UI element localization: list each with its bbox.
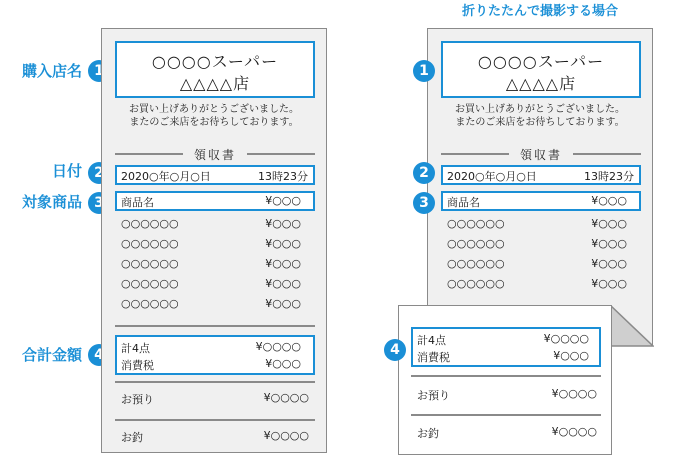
- item-row: [447, 217, 627, 233]
- separator: [115, 381, 315, 383]
- separator: [411, 414, 601, 416]
- date-row: [121, 168, 308, 184]
- deposit-value: ¥○○○○: [263, 391, 309, 404]
- deposit-label: お預り: [417, 389, 450, 402]
- date-text: 2020○年○月○日: [121, 170, 211, 183]
- item-header-name: 商品名: [447, 196, 480, 209]
- time-text: 13時23分: [584, 170, 634, 183]
- item-header-name: 商品名: [121, 196, 154, 209]
- store-name: ○○○○スーパー: [477, 52, 605, 71]
- item-name: ○○○○○○: [121, 237, 179, 250]
- change-label: お釣: [417, 427, 439, 440]
- total-row: [121, 340, 301, 356]
- item-name: ○○○○○○: [447, 217, 505, 230]
- receipt-folded-slip: [398, 305, 612, 455]
- date-text: 2020○年○月○日: [447, 170, 537, 183]
- store-box: [115, 41, 315, 98]
- tax-label: 消費税: [417, 351, 450, 364]
- separator: [115, 419, 315, 421]
- item-header-price: ¥○○○: [591, 194, 627, 207]
- item-price: ¥○○○: [265, 237, 301, 250]
- deposit-label: お預り: [121, 393, 154, 406]
- item-row: [121, 277, 301, 293]
- title-rule-left: [115, 153, 183, 155]
- change-label: お釣: [121, 431, 143, 444]
- title-rule-right: [573, 153, 641, 155]
- item-header-price: ¥○○○: [265, 194, 301, 207]
- tax-value: ¥○○○: [553, 349, 589, 362]
- receipt-title-row: [115, 146, 315, 162]
- deposit-row: [417, 387, 597, 403]
- item-header-box: [115, 191, 315, 211]
- receipt-title: 領収書: [193, 148, 236, 162]
- change-value: ¥○○○○: [551, 425, 597, 438]
- label-date: 日付: [51, 162, 82, 180]
- total-label: 計4点: [121, 342, 150, 355]
- badge-1: [413, 60, 435, 82]
- item-header-box: [441, 191, 641, 211]
- folded-headline: 折りたたんで撮影する場合: [461, 4, 618, 19]
- label-store-name: 購入店名: [21, 62, 82, 80]
- receipt-full: [101, 28, 327, 453]
- total-value: ¥○○○○: [543, 332, 589, 345]
- item-row: [121, 297, 301, 313]
- item-name: ○○○○○○: [121, 277, 179, 290]
- separator: [411, 375, 601, 377]
- tax-row: [121, 357, 301, 373]
- item-row: [447, 277, 627, 293]
- time-text: 13時23分: [258, 170, 308, 183]
- item-row: [121, 237, 301, 253]
- deposit-value: ¥○○○○: [551, 387, 597, 400]
- deposit-row: [121, 391, 309, 407]
- change-row: [417, 425, 597, 441]
- item-row: [447, 237, 627, 253]
- change-value: ¥○○○○: [263, 429, 309, 442]
- label-items: 対象商品: [21, 193, 82, 211]
- item-name: ○○○○○○: [121, 257, 179, 270]
- date-box: [115, 165, 315, 185]
- badge-3: [413, 192, 435, 214]
- tax-label: 消費税: [121, 359, 154, 372]
- store-box: [441, 41, 641, 98]
- badge-2: [413, 162, 435, 184]
- total-box: [115, 335, 315, 375]
- tax-row: [417, 349, 589, 365]
- item-price: ¥○○○: [591, 237, 627, 250]
- item-price: ¥○○○: [591, 217, 627, 230]
- total-box: [411, 327, 601, 367]
- total-label: 計4点: [417, 334, 446, 347]
- item-price: ¥○○○: [265, 217, 301, 230]
- badge-4: [384, 339, 406, 361]
- thanks-line-2: またのご来店をお待ちしております。: [129, 117, 299, 128]
- item-price: ¥○○○: [591, 277, 627, 290]
- item-header-row: [447, 194, 627, 210]
- item-price: ¥○○○: [591, 257, 627, 270]
- title-rule-right: [247, 153, 315, 155]
- item-name: ○○○○○○: [121, 217, 179, 230]
- total-value: ¥○○○○: [255, 340, 301, 353]
- item-row: [447, 257, 627, 273]
- item-name: ○○○○○○: [121, 297, 179, 310]
- date-row: [447, 168, 634, 184]
- store-branch: △△△△店: [505, 74, 577, 93]
- thanks-line-1: お買い上げありがとうございました。: [455, 104, 625, 115]
- receipt-title-row: [441, 146, 641, 162]
- store-name: ○○○○スーパー: [151, 52, 279, 71]
- tax-value: ¥○○○: [265, 357, 301, 370]
- label-total: 合計金額: [21, 346, 82, 364]
- item-row: [121, 257, 301, 273]
- title-rule-left: [441, 153, 509, 155]
- item-name: ○○○○○○: [447, 257, 505, 270]
- item-name: ○○○○○○: [447, 237, 505, 250]
- store-branch: △△△△店: [179, 74, 251, 93]
- date-box: [441, 165, 641, 185]
- thanks-line-2: またのご来店をお待ちしております。: [455, 117, 625, 128]
- separator: [115, 325, 315, 327]
- change-row: [121, 429, 309, 445]
- item-price: ¥○○○: [265, 297, 301, 310]
- item-row: [121, 217, 301, 233]
- item-header-row: [121, 194, 301, 210]
- item-price: ¥○○○: [265, 277, 301, 290]
- thanks-line-1: お買い上げありがとうございました。: [129, 104, 299, 115]
- item-price: ¥○○○: [265, 257, 301, 270]
- receipt-title: 領収書: [519, 148, 562, 162]
- receipt-folded-top: [427, 28, 653, 346]
- fold-corner-icon: [610, 305, 654, 347]
- item-name: ○○○○○○: [447, 277, 505, 290]
- total-row: [417, 332, 589, 348]
